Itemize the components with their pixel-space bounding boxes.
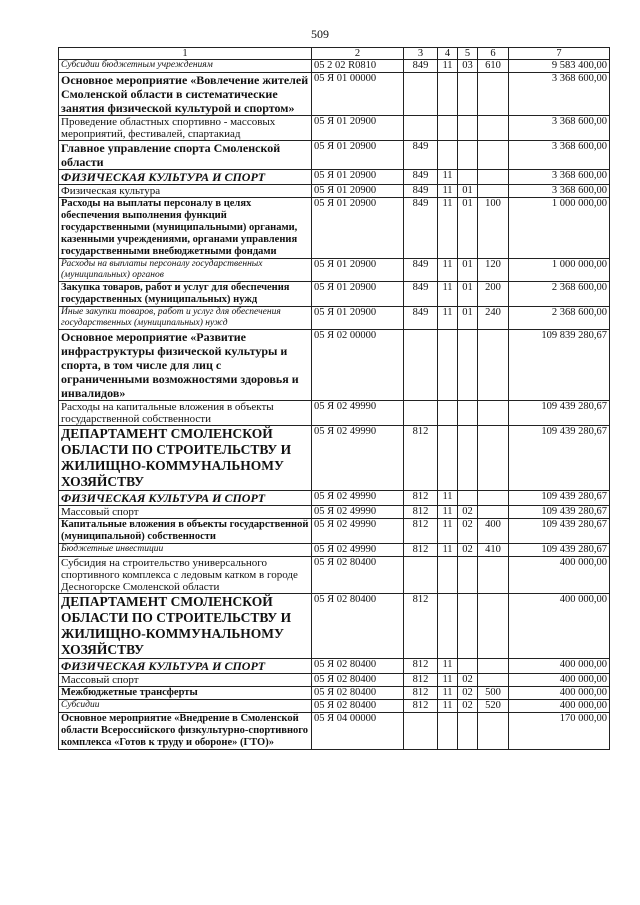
- row-amount: 109 839 280,67: [509, 330, 610, 401]
- header-col-3: 3: [404, 48, 438, 60]
- table-row: [59, 330, 610, 401]
- row-target-code: 05 Я 02 80400: [312, 659, 404, 674]
- row-subsection-code: 02: [458, 700, 478, 713]
- row-expense-type: [478, 185, 509, 198]
- row-expense-type: 610: [478, 60, 509, 73]
- row-expense-type: [478, 659, 509, 674]
- row-expense-type: 100: [478, 198, 509, 259]
- row-name: Проведение областных спортивно - массовых мероприятий, фестивалей, спартакиад: [59, 116, 312, 141]
- row-target-code: 05 Я 01 20900: [312, 116, 404, 141]
- row-amount: 109 439 280,67: [509, 544, 610, 557]
- row-amount: 3 368 600,00: [509, 116, 610, 141]
- row-target-code: 05 Я 01 20900: [312, 185, 404, 198]
- row-subsection-code: [458, 170, 478, 185]
- budget-table: [58, 47, 610, 750]
- table-row: [59, 519, 610, 544]
- row-subsection-code: 01: [458, 185, 478, 198]
- row-amount: 3 368 600,00: [509, 185, 610, 198]
- row-subsection-code: [458, 141, 478, 170]
- row-ministry-code: 812: [404, 674, 438, 687]
- row-target-code: 05 Я 02 49990: [312, 401, 404, 426]
- row-target-code: 05 Я 01 20900: [312, 307, 404, 330]
- row-target-code: 05 Я 02 49990: [312, 506, 404, 519]
- row-amount: 170 000,00: [509, 713, 610, 750]
- row-expense-type: [478, 330, 509, 401]
- row-name: Субсидия на строительство универсального спортивного комплекса с ледовым катком в городе Десногорске Смоленской области: [59, 557, 312, 594]
- table-row: [59, 674, 610, 687]
- row-amount: 1 000 000,00: [509, 198, 610, 259]
- row-section-code: [438, 73, 458, 116]
- row-subsection-code: [458, 594, 478, 659]
- row-name: ФИЗИЧЕСКАЯ КУЛЬТУРА И СПОРТ: [59, 170, 312, 185]
- row-name: ДЕПАРТАМЕНТ СМОЛЕНСКОЙ ОБЛАСТИ ПО СТРОИТЕЛЬСТВУ И ЖИЛИЩНО-КОММУНАЛЬНОМУ ХОЗЯЙСТВУ: [59, 594, 312, 659]
- table-row: [59, 594, 610, 659]
- row-expense-type: 120: [478, 259, 509, 282]
- header-col-7: 7: [509, 48, 610, 60]
- row-subsection-code: 01: [458, 282, 478, 307]
- table-row: [59, 401, 610, 426]
- row-amount: 109 439 280,67: [509, 491, 610, 506]
- row-expense-type: 500: [478, 687, 509, 700]
- row-ministry-code: 849: [404, 282, 438, 307]
- row-name: Главное управление спорта Смоленской области: [59, 141, 312, 170]
- row-expense-type: 410: [478, 544, 509, 557]
- row-amount: 2 368 600,00: [509, 307, 610, 330]
- header-col-2: 2: [312, 48, 404, 60]
- row-target-code: 05 Я 01 20900: [312, 170, 404, 185]
- row-ministry-code: 812: [404, 519, 438, 544]
- row-expense-type: [478, 713, 509, 750]
- row-amount: 400 000,00: [509, 687, 610, 700]
- row-target-code: 05 2 02 R0810: [312, 60, 404, 73]
- row-target-code: 05 Я 02 00000: [312, 330, 404, 401]
- row-section-code: 11: [438, 674, 458, 687]
- row-target-code: 05 Я 02 49990: [312, 544, 404, 557]
- row-amount: 3 368 600,00: [509, 170, 610, 185]
- row-subsection-code: [458, 491, 478, 506]
- row-subsection-code: 03: [458, 60, 478, 73]
- row-section-code: 11: [438, 198, 458, 259]
- row-subsection-code: [458, 659, 478, 674]
- row-expense-type: [478, 426, 509, 491]
- row-subsection-code: [458, 116, 478, 141]
- row-name: Субсидии: [59, 700, 312, 713]
- table-row: [59, 307, 610, 330]
- row-ministry-code: 812: [404, 687, 438, 700]
- row-ministry-code: 812: [404, 659, 438, 674]
- row-name: Основное мероприятие «Развитие инфраструктуры физической культуры и спорта, в том числе для лиц с ограниченными возможностями здоровья и инвалидов»: [59, 330, 312, 401]
- table-row: [59, 198, 610, 259]
- row-amount: 400 000,00: [509, 594, 610, 659]
- row-name: Массовый спорт: [59, 506, 312, 519]
- row-name: Закупка товаров, работ и услуг для обеспечения государственных (муниципальных) нужд: [59, 282, 312, 307]
- row-ministry-code: 812: [404, 700, 438, 713]
- row-ministry-code: 812: [404, 506, 438, 519]
- row-ministry-code: 812: [404, 594, 438, 659]
- table-row: [59, 259, 610, 282]
- row-subsection-code: 01: [458, 307, 478, 330]
- row-ministry-code: [404, 330, 438, 401]
- table-row: [59, 557, 610, 594]
- row-name: Субсидии бюджетным учреждениям: [59, 60, 312, 73]
- row-section-code: 11: [438, 185, 458, 198]
- row-section-code: 11: [438, 60, 458, 73]
- row-section-code: [438, 116, 458, 141]
- row-subsection-code: [458, 426, 478, 491]
- row-name: Расходы на капитальные вложения в объекты государственной собственности: [59, 401, 312, 426]
- table-row: [59, 687, 610, 700]
- row-subsection-code: 02: [458, 506, 478, 519]
- row-ministry-code: 849: [404, 307, 438, 330]
- row-section-code: 11: [438, 282, 458, 307]
- row-expense-type: [478, 674, 509, 687]
- row-section-code: 11: [438, 544, 458, 557]
- table-row: [59, 116, 610, 141]
- row-target-code: 05 Я 02 80400: [312, 687, 404, 700]
- row-section-code: [438, 594, 458, 659]
- row-subsection-code: [458, 330, 478, 401]
- row-subsection-code: [458, 401, 478, 426]
- table-row: [59, 170, 610, 185]
- row-amount: 1 000 000,00: [509, 259, 610, 282]
- row-section-code: 11: [438, 506, 458, 519]
- table-row: [59, 426, 610, 491]
- row-ministry-code: 812: [404, 491, 438, 506]
- row-subsection-code: 02: [458, 674, 478, 687]
- row-section-code: 11: [438, 259, 458, 282]
- row-expense-type: [478, 170, 509, 185]
- header-col-6: 6: [478, 48, 509, 60]
- row-amount: 109 439 280,67: [509, 426, 610, 491]
- row-expense-type: [478, 73, 509, 116]
- row-expense-type: [478, 116, 509, 141]
- table-row: [59, 141, 610, 170]
- row-section-code: 11: [438, 170, 458, 185]
- row-ministry-code: 812: [404, 544, 438, 557]
- row-name: Основное мероприятие «Внедрение в Смоленской области Всероссийского физкультурно-спортивного комплекса «Готов к труду и обороне» (ГТО)»: [59, 713, 312, 750]
- row-name: Физическая культура: [59, 185, 312, 198]
- row-section-code: [438, 330, 458, 401]
- row-target-code: 05 Я 02 49990: [312, 491, 404, 506]
- row-amount: 400 000,00: [509, 700, 610, 713]
- row-name: ФИЗИЧЕСКАЯ КУЛЬТУРА И СПОРТ: [59, 491, 312, 506]
- header-col-1: 1: [59, 48, 312, 60]
- row-subsection-code: 02: [458, 687, 478, 700]
- row-section-code: [438, 401, 458, 426]
- row-ministry-code: 849: [404, 198, 438, 259]
- row-subsection-code: [458, 713, 478, 750]
- row-subsection-code: 02: [458, 519, 478, 544]
- row-amount: 109 439 280,67: [509, 506, 610, 519]
- row-target-code: 05 Я 01 20900: [312, 259, 404, 282]
- header-col-5: 5: [458, 48, 478, 60]
- row-target-code: 05 Я 02 49990: [312, 426, 404, 491]
- table-row: [59, 73, 610, 116]
- row-name: Капитальные вложения в объекты государственной (муниципальной) собственности: [59, 519, 312, 544]
- row-name: Массовый спорт: [59, 674, 312, 687]
- row-target-code: 05 Я 01 20900: [312, 141, 404, 170]
- row-section-code: [438, 426, 458, 491]
- row-expense-type: [478, 506, 509, 519]
- table-row: [59, 544, 610, 557]
- row-name: ДЕПАРТАМЕНТ СМОЛЕНСКОЙ ОБЛАСТИ ПО СТРОИТЕЛЬСТВУ И ЖИЛИЩНО-КОММУНАЛЬНОМУ ХОЗЯЙСТВУ: [59, 426, 312, 491]
- row-section-code: 11: [438, 307, 458, 330]
- row-amount: 109 439 280,67: [509, 401, 610, 426]
- row-expense-type: [478, 491, 509, 506]
- row-section-code: 11: [438, 687, 458, 700]
- row-target-code: 05 Я 02 80400: [312, 557, 404, 594]
- table-row: [59, 700, 610, 713]
- row-expense-type: [478, 594, 509, 659]
- row-target-code: 05 Я 01 20900: [312, 198, 404, 259]
- row-ministry-code: [404, 73, 438, 116]
- row-ministry-code: [404, 116, 438, 141]
- row-expense-type: 400: [478, 519, 509, 544]
- row-target-code: 05 Я 02 49990: [312, 519, 404, 544]
- row-ministry-code: 849: [404, 259, 438, 282]
- table-row: [59, 713, 610, 750]
- page-number: 509: [311, 27, 329, 41]
- table-row: [59, 185, 610, 198]
- row-target-code: 05 Я 04 00000: [312, 713, 404, 750]
- row-name: Межбюджетные трансферты: [59, 687, 312, 700]
- header-row: [59, 48, 610, 60]
- row-section-code: 11: [438, 491, 458, 506]
- row-target-code: 05 Я 01 00000: [312, 73, 404, 116]
- table-row: [59, 506, 610, 519]
- row-target-code: 05 Я 02 80400: [312, 700, 404, 713]
- table-row: [59, 659, 610, 674]
- row-expense-type: 240: [478, 307, 509, 330]
- row-target-code: 05 Я 01 20900: [312, 282, 404, 307]
- row-name: Иные закупки товаров, работ и услуг для обеспечения государственных (муниципальных) нужд: [59, 307, 312, 330]
- row-amount: 9 583 400,00: [509, 60, 610, 73]
- row-ministry-code: 849: [404, 185, 438, 198]
- row-subsection-code: [458, 73, 478, 116]
- row-target-code: 05 Я 02 80400: [312, 594, 404, 659]
- row-section-code: 11: [438, 519, 458, 544]
- row-expense-type: 200: [478, 282, 509, 307]
- row-name: ФИЗИЧЕСКАЯ КУЛЬТУРА И СПОРТ: [59, 659, 312, 674]
- table-row: [59, 60, 610, 73]
- row-name: Основное мероприятие «Вовлечение жителей Смоленской области в систематические занятия физической культурой и спортом»: [59, 73, 312, 116]
- row-name: Расходы на выплаты персоналу государственных (муниципальных) органов: [59, 259, 312, 282]
- row-section-code: [438, 713, 458, 750]
- table-row: [59, 282, 610, 307]
- row-ministry-code: [404, 557, 438, 594]
- row-section-code: 11: [438, 700, 458, 713]
- row-expense-type: [478, 557, 509, 594]
- table-row: [59, 491, 610, 506]
- row-expense-type: [478, 401, 509, 426]
- row-ministry-code: 849: [404, 170, 438, 185]
- row-amount: 400 000,00: [509, 659, 610, 674]
- row-ministry-code: 849: [404, 60, 438, 73]
- row-name: Расходы на выплаты персоналу в целях обеспечения выполнения функций государственными (муниципальными) органами, казенными учреждениями, органами управления государственными внебюджетными фондами: [59, 198, 312, 259]
- row-subsection-code: 01: [458, 259, 478, 282]
- row-amount: 3 368 600,00: [509, 73, 610, 116]
- row-expense-type: 520: [478, 700, 509, 713]
- row-amount: 109 439 280,67: [509, 519, 610, 544]
- row-section-code: [438, 141, 458, 170]
- row-amount: 400 000,00: [509, 557, 610, 594]
- row-subsection-code: 01: [458, 198, 478, 259]
- row-subsection-code: [458, 557, 478, 594]
- row-ministry-code: 849: [404, 141, 438, 170]
- header-col-4: 4: [438, 48, 458, 60]
- row-section-code: 11: [438, 659, 458, 674]
- row-ministry-code: 812: [404, 426, 438, 491]
- row-expense-type: [478, 141, 509, 170]
- row-ministry-code: [404, 401, 438, 426]
- row-section-code: [438, 557, 458, 594]
- row-target-code: 05 Я 02 80400: [312, 674, 404, 687]
- row-amount: 3 368 600,00: [509, 141, 610, 170]
- row-subsection-code: 02: [458, 544, 478, 557]
- row-amount: 2 368 600,00: [509, 282, 610, 307]
- row-amount: 400 000,00: [509, 674, 610, 687]
- row-ministry-code: [404, 713, 438, 750]
- row-name: Бюджетные инвестиции: [59, 544, 312, 557]
